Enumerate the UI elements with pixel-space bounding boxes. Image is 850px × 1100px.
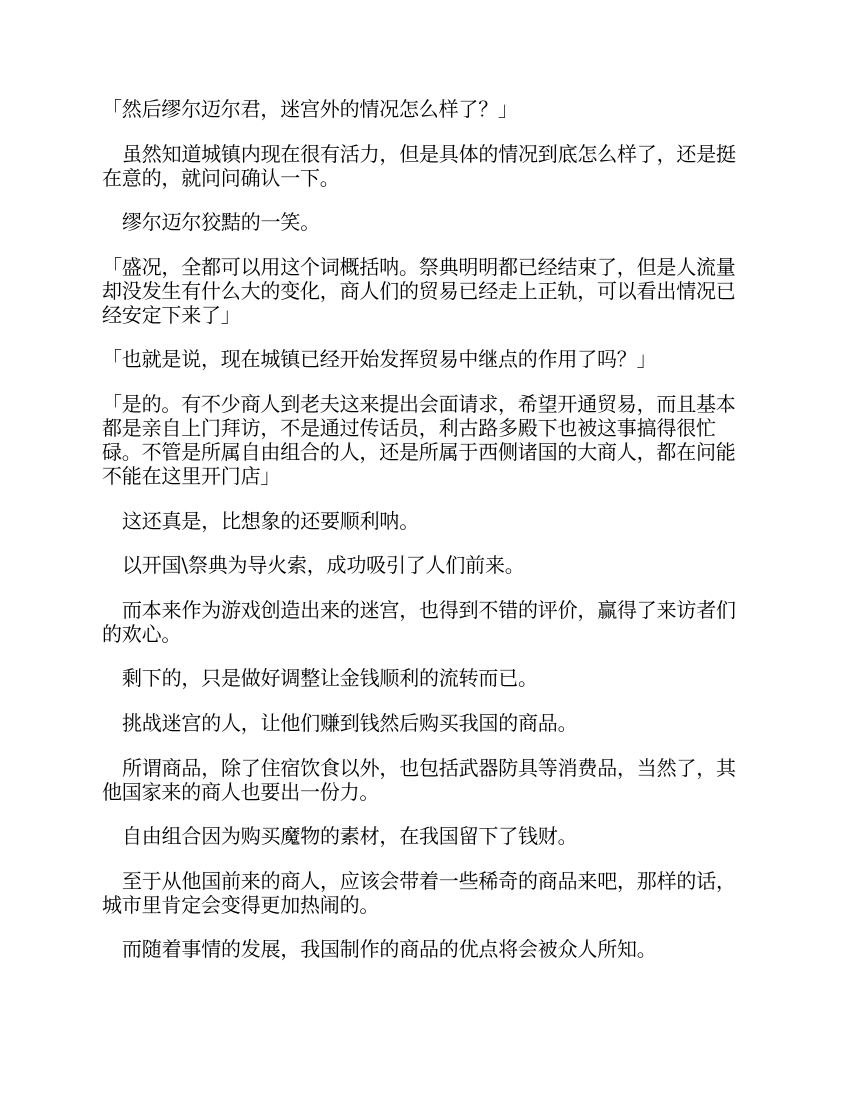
dialogue-paragraph-4: 「盛况，全都可以用这个词概括呐。祭典明明都已经结束了，但是人流量却没发生有什么大的变化，商人们的贸易已经走上正轨，可以看出情况已经安定下来了」: [102, 254, 736, 327]
narration-paragraph-15: 而随着事情的发展，我国制作的商品的优点将会被众人所知。: [122, 937, 657, 962]
dialogue-paragraph-1: 「然后缪尔迈尔君，迷宫外的情况怎么样了？」: [102, 97, 518, 121]
dialogue-paragraph-5: 「也就是说，现在城镇已经开始发挥贸易中继点的作用了吗？」: [102, 347, 657, 372]
document-page: [102, 97, 746, 982]
narration-paragraph-10: 剩下的，只是做好调整让金钱顺利的流转而已。: [122, 666, 538, 691]
narration-paragraph-9: 而本来作为游戏创造出来的迷宫，也得到不错的评价，赢得了来访者们的欢心。: [102, 597, 736, 646]
narration-paragraph-11: 挑战迷宫的人，让他们赚到钱然后购买我国的商品。: [122, 710, 578, 735]
narration-paragraph-7: 这还真是，比想象的还要顺利呐。: [122, 508, 419, 533]
narration-paragraph-8: 以开国\祭典为导火索，成功吸引了人们前来。: [122, 553, 525, 578]
narration-paragraph-3: 缪尔迈尔狡黠的一笑。: [122, 210, 320, 235]
narration-paragraph-13: 自由组合因为购买魔物的素材，在我国留下了钱财。: [122, 824, 578, 849]
narration-paragraph-14: 至于从他国前来的商人，应该会带着一些稀奇的商品来吧，那样的话，城市里肯定会变得更加热闹的。: [102, 868, 736, 917]
narration-paragraph-2: 虽然知道城镇内现在很有活力，但是具体的情况到底怎么样了，还是挺在意的，就问问确认一下。: [102, 141, 736, 190]
narration-paragraph-12: 所谓商品，除了住宿饮食以外，也包括武器防具等消费品，当然了，其他国家来的商人也要出一份力。: [102, 755, 736, 804]
dialogue-paragraph-6: 「是的。有不少商人到老夫这来提出会面请求，希望开通贸易，而且基本都是亲自上门拜访，不是通过传话员，利古路多殿下也被这事搞得很忙碌。不管是所属自由组合的人，还是所属于西侧诸国的大商人，都在问能不能在这里开门店」: [102, 391, 736, 488]
